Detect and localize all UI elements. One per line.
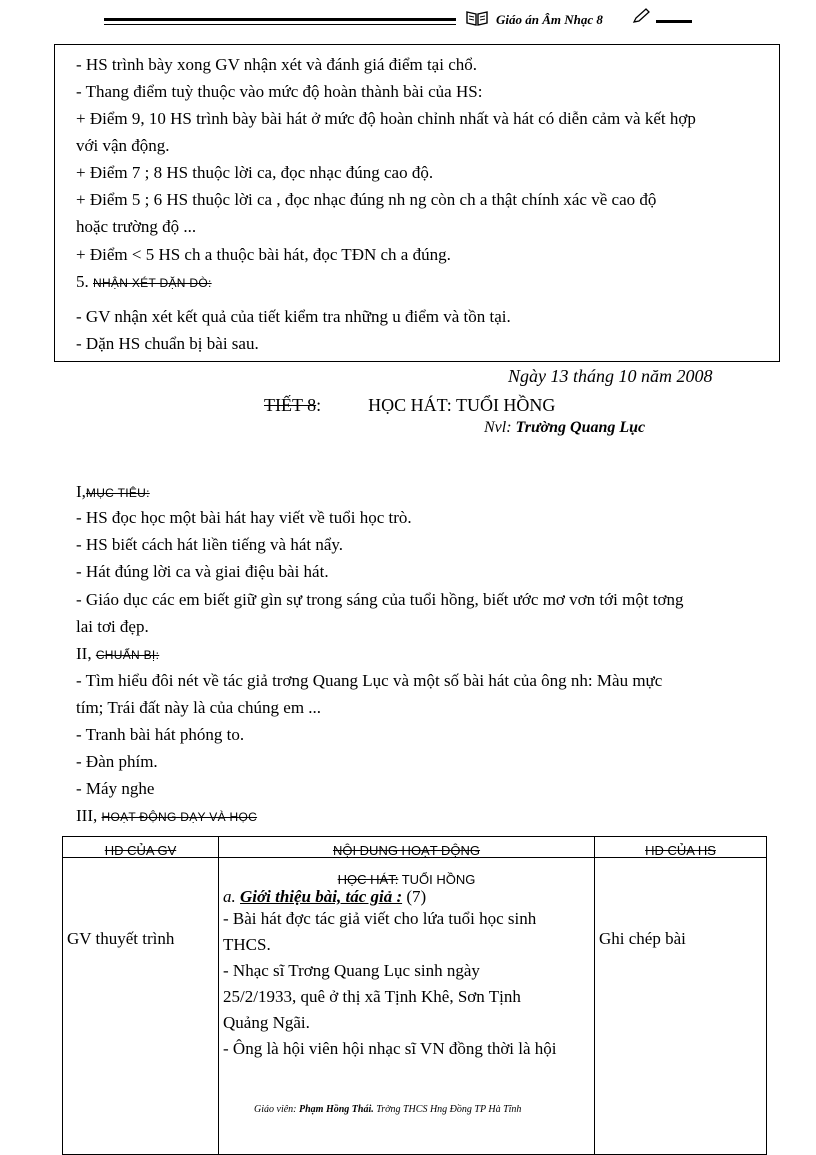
box-line: hoặc trường độ ... — [76, 217, 197, 236]
hs-activity-cell — [595, 858, 767, 1155]
box-line: - GV nhận xét kết quả của tiết kiểm tra những u điểm và tồn tại. — [76, 307, 511, 326]
section2-heading — [76, 644, 159, 665]
lesson-date: Ngày 13 tháng 10 năm 2008 — [508, 366, 713, 386]
footer — [254, 1104, 521, 1115]
footer-school: Trờng THCS Hng Đồng TP Hà Tĩnh — [376, 1104, 522, 1115]
content-line: 25/2/1933, quê ở thị xã Tịnh Khê, Sơn Tịnh — [223, 987, 521, 1006]
content-title-prefix: HỌC HÁT: — [337, 872, 399, 887]
intro-heading — [223, 888, 590, 906]
section1-line: - Giáo dục các em biết giữ gìn sự trong sáng của tuổi hồng, biết ước mơ vơn tới một tơng — [76, 590, 684, 609]
section1-line: - HS đọc học một bài hát hay viết về tuổi học trò. — [76, 508, 412, 527]
intro-title: Giới thiệu bài, tác giả : — [240, 887, 403, 906]
section2-line: - Tìm hiểu đôi nét về tác giả trơng Quang Lục và một số bài hát của ông nh: Màu mực — [76, 671, 663, 690]
lesson-author — [484, 418, 645, 438]
section5-number: 5. — [76, 272, 89, 291]
content-title-song: TUỔI HỒNG — [398, 872, 476, 887]
content-line: Quảng Ngãi. — [223, 1013, 310, 1032]
section2-number: II, — [76, 644, 92, 663]
box-line: - HS trình bày xong GV nhận xét và đánh giá điểm tại chổ. — [76, 55, 477, 74]
author-name: Trường Quang Lục — [515, 419, 646, 436]
intro-prefix: a. — [223, 887, 236, 906]
table-header-row — [63, 837, 767, 858]
hs-activity: Ghi chép bài — [599, 929, 686, 948]
section5-heading — [76, 272, 212, 293]
box-line: + Điểm 9, 10 HS trình bày bài hát ở mức độ hoàn chỉnh nhất và hát có diễn cảm và kết hợp — [76, 109, 696, 128]
box-line: + Điểm 5 ; 6 HS thuộc lời ca , đọc nhạc đúng nh ng còn ch a thật chính xác về cao độ — [76, 190, 657, 209]
section3-heading — [76, 806, 257, 827]
header-rule-left-thin — [104, 24, 456, 25]
section1-line: - HS biết cách hát liền tiếng và hát nẩy. — [76, 535, 344, 554]
footer-teacher: Phạm Hồng Thái. — [299, 1104, 374, 1115]
author-prefix: Nvl: — [484, 419, 512, 436]
box-line: - Dặn HS chuẩn bị bài sau. — [76, 334, 259, 353]
section5-title: NHẬN XÉT DẶN DÒ: — [93, 276, 212, 290]
section1-line: lai tơi đẹp. — [76, 617, 149, 636]
box-line: với vận động. — [76, 136, 170, 155]
section1-line: - Hát đúng lời ca và giai điệu bài hát. — [76, 562, 329, 581]
header-gv: HĐ CỦA GV — [63, 837, 219, 858]
section2-title: CHUẨN BỊ: — [95, 648, 160, 662]
header-rule-left-thick — [104, 18, 456, 21]
content-line: THCS. — [223, 935, 271, 954]
intro-time: (7) — [402, 887, 427, 906]
header-content: NỘI DUNG HOẠT ĐỘNG — [219, 837, 595, 858]
gv-activity: GV thuyết trình — [67, 929, 175, 948]
content-line: - Bài hát đợc tác giả viết cho lứa tuổi học sinh — [223, 909, 537, 928]
section3-number: III, — [76, 806, 98, 825]
period-label: TIẾT 8 — [264, 395, 317, 415]
period-colon: : — [316, 395, 322, 415]
section1-number: I, — [76, 482, 86, 501]
content-line: - Ông là hội viên hội nhạc sĩ VN đồng thời là hội — [223, 1039, 557, 1058]
box-line: - Thang điểm tuỳ thuộc vào mức độ hoàn thành bài của HS: — [76, 82, 483, 101]
section3-title: HOẠT ĐỘNG DẠY VÀ HỌC — [101, 810, 258, 824]
section2-line: - Tranh bài hát phóng to. — [76, 725, 245, 744]
section1-heading — [76, 482, 150, 503]
lesson-title: HỌC HÁT: TUỔI HỒNG — [368, 395, 556, 415]
book-icon — [466, 10, 488, 26]
section1-title: MỤC TIÊU: — [85, 486, 150, 500]
section2-line: - Máy nghe — [76, 779, 155, 798]
content-line: - Nhạc sĩ Trơng Quang Lục sinh ngày — [223, 961, 480, 980]
header-title: Giáo án Âm Nhạc 8 — [496, 12, 603, 27]
box-line: + Điểm 7 ; 8 HS thuộc lời ca, đọc nhạc đúng cao độ. — [76, 163, 434, 182]
lesson-heading — [264, 395, 555, 415]
footer-label: Giáo viên: — [254, 1104, 297, 1115]
gv-activity-cell — [63, 858, 219, 1155]
section2-line: tím; Trái đất này là của chúng em ... — [76, 698, 322, 717]
section2-line: - Đàn phím. — [76, 752, 158, 771]
pencil-icon — [632, 8, 650, 24]
box-line: + Điểm < 5 HS ch a thuộc bài hát, đọc TĐN ch a đúng. — [76, 245, 451, 264]
header-hs: HĐ CỦA HS — [595, 837, 767, 858]
header-rule-right — [656, 20, 692, 23]
content-title — [223, 872, 590, 888]
